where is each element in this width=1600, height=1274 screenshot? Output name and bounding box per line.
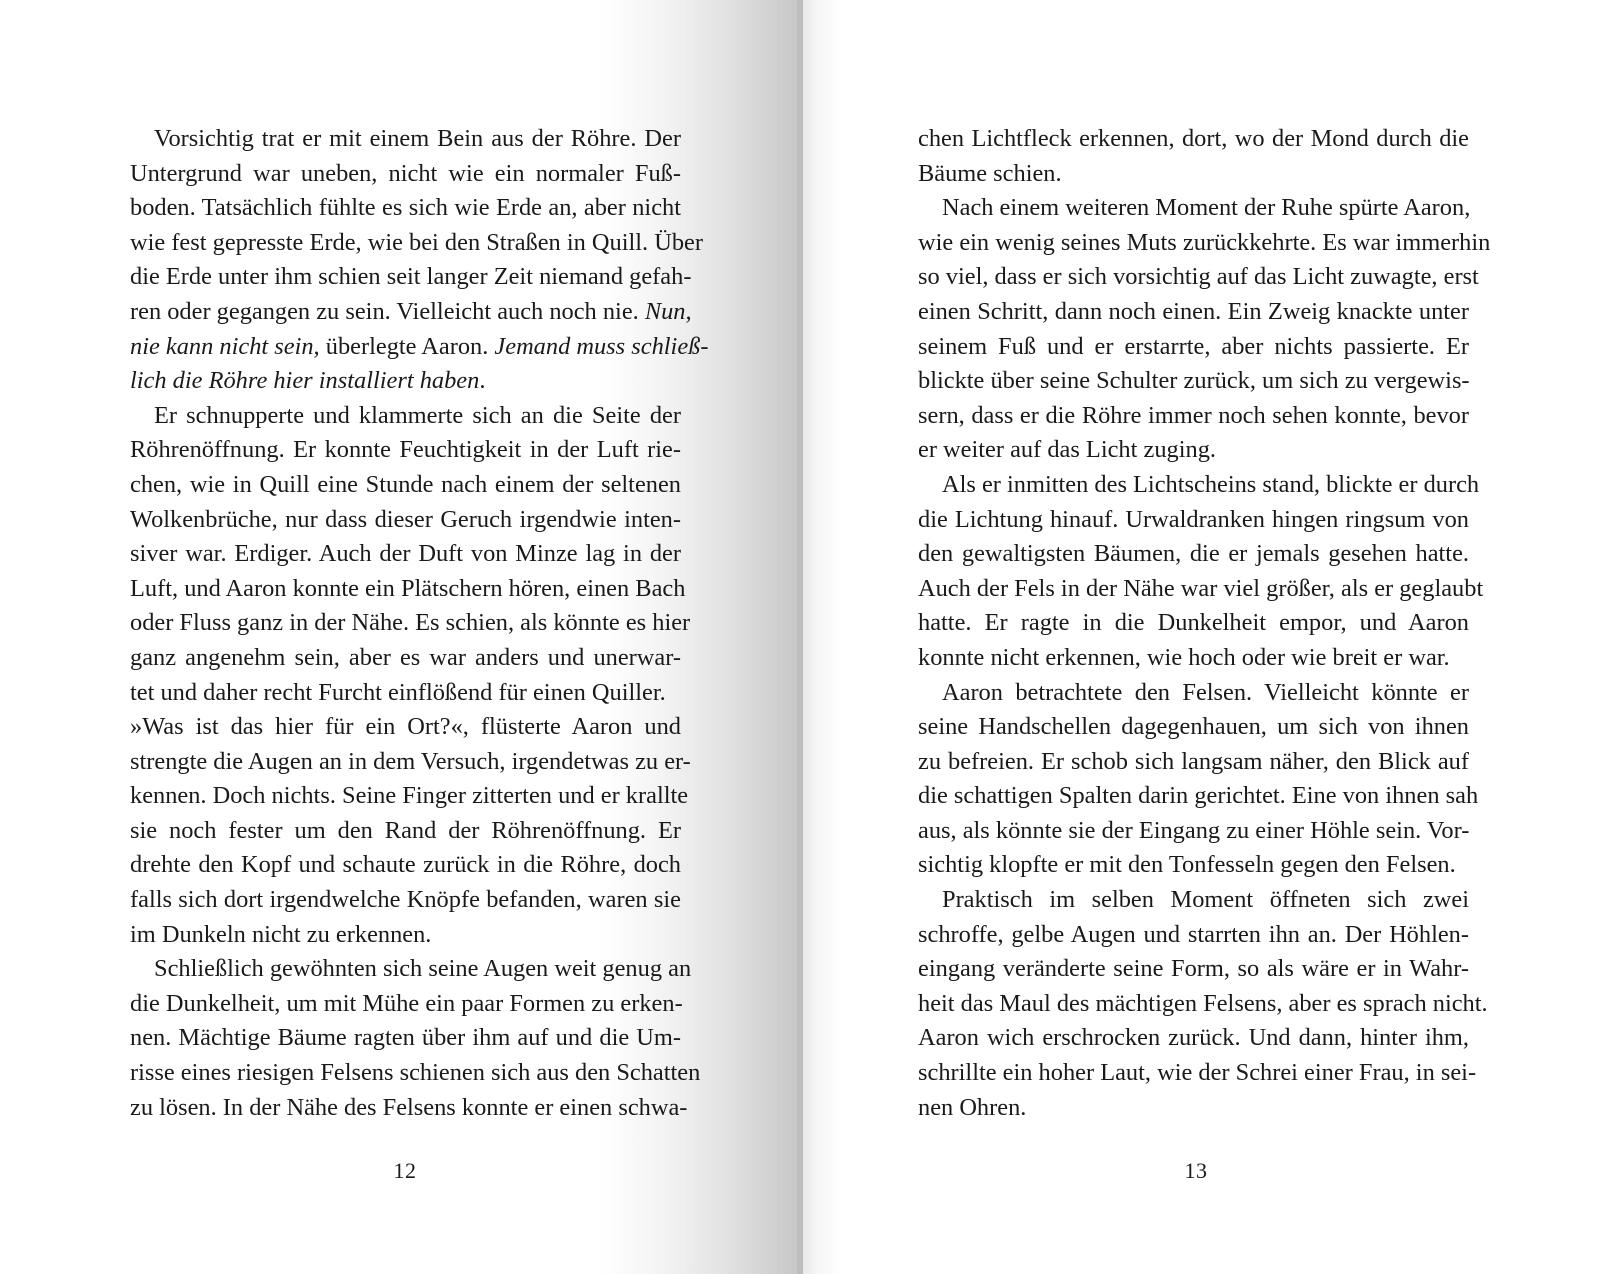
line-text: Auch der Fels in der Nähe war viel größer, als er geglaubt — [918, 574, 1484, 602]
text-line — [130, 848, 681, 883]
line-text: nen. Mächtige Bäume ragten über ihm auf und die Um- — [130, 1024, 681, 1052]
text-line — [130, 330, 709, 365]
line-text: konnte nicht erkennen, wie hoch oder wie breit er war. — [918, 643, 1450, 671]
left-page-text — [130, 122, 709, 1125]
text-line — [130, 537, 681, 572]
text-line — [918, 606, 1469, 641]
text-line — [130, 572, 686, 607]
line-text: schroffe, gelbe Augen und starrten ihn an. Der Höhlen- — [918, 920, 1469, 948]
line-text: Luft, und Aaron konnte ein Plätschern hören, einen Bach — [130, 574, 686, 602]
text-line — [918, 364, 1469, 399]
text-line — [130, 191, 681, 226]
line-text: strengte die Augen an in dem Versuch, irgendetwas zu er- — [130, 747, 691, 775]
line-text: schrillte ein hoher Laut, wie der Schrei einer Frau, in sei- — [918, 1059, 1477, 1087]
text-line — [130, 364, 681, 399]
text-line — [130, 260, 692, 295]
line-text: . — [479, 367, 486, 395]
text-line — [918, 191, 1469, 226]
text-line — [130, 814, 681, 849]
right-page-number: 13 — [1184, 1158, 1208, 1183]
text-line — [918, 745, 1469, 780]
line-text: so viel, dass er sich vorsichtig auf das Licht zuwagte, erst — [918, 263, 1479, 291]
line-text: Röhrenöffnung. Er konnte Feuchtigkeit in der Luft rie- — [130, 436, 681, 464]
text-line — [130, 883, 681, 918]
line-text: seine Handschellen dagegenhauen, um sich von ihnen — [918, 713, 1469, 741]
text-line — [918, 503, 1469, 538]
line-text: wie fest gepresste Erde, wie bei den Straßen in Quill. Über — [130, 228, 704, 256]
line-text: kennen. Doch nichts. Seine Finger zitterten und er krallte — [130, 782, 689, 810]
text-line — [130, 918, 681, 953]
text-line — [130, 641, 681, 676]
text-line — [130, 1056, 701, 1091]
line-text: Vorsichtig trat er mit einem Bein aus der Röhre. Der — [154, 125, 681, 152]
text-line — [918, 157, 1469, 192]
italic-text: Nun, — [644, 297, 692, 325]
text-line — [918, 987, 1488, 1022]
line-text: zu lösen. In der Nähe des Felsens konnte er einen schwa- — [130, 1093, 688, 1121]
text-line — [918, 641, 1469, 676]
line-text: Er schnupperte und klammerte sich an die Seite der — [154, 401, 681, 429]
text-line — [130, 226, 704, 261]
text-line — [130, 1091, 688, 1126]
line-text: die Lichtung hinauf. Urwaldranken hingen ringsum von — [918, 505, 1469, 533]
italic-text: nie kann nicht sein, — [130, 332, 320, 360]
text-line — [918, 1021, 1469, 1056]
line-text: chen, wie in Quill eine Stunde nach einem der seltenen — [130, 470, 681, 498]
line-text: Praktisch im selben Moment öffneten sich zwei — [942, 886, 1469, 914]
text-line — [918, 122, 1469, 157]
line-text: aus, als könnte sie der Eingang zu einer Höhle sein. Vor- — [918, 816, 1470, 844]
text-line — [130, 745, 691, 780]
line-text: Untergrund war uneben, nicht wie ein normaler Fuß- — [130, 159, 681, 187]
line-text: seinem Fuß und er erstarrte, aber nichts passierte. Er — [918, 332, 1469, 360]
italic-text: lich die Röhre hier installiert haben — [130, 367, 480, 395]
line-text: er weiter auf das Licht zuging. — [918, 436, 1216, 464]
line-text: die schattigen Spalten darin gerichtet. Eine von ihnen sah — [918, 782, 1479, 810]
text-line — [918, 260, 1479, 295]
line-text: boden. Tatsächlich fühlte es sich wie Erde an, aber nicht — [130, 194, 681, 222]
text-line — [918, 710, 1469, 745]
line-text: eingang veränderte seine Form, so als wäre er in Wahr- — [918, 955, 1469, 983]
right-page — [800, 0, 1600, 1274]
line-text: Bäume schien. — [918, 159, 1062, 187]
text-line — [918, 1091, 1469, 1126]
text-line — [130, 295, 692, 330]
text-line — [130, 468, 681, 503]
italic-text: Jemand muss schließ- — [494, 332, 709, 360]
line-text: einen Schritt, dann noch einen. Ein Zweig knackte unter — [918, 297, 1469, 325]
text-line — [130, 676, 681, 711]
line-text: die Erde unter ihm schien seit langer Zeit niemand gefah- — [130, 263, 692, 291]
text-line — [130, 503, 681, 538]
text-line — [918, 814, 1469, 849]
line-text: Schließlich gewöhnten sich seine Augen weit genug an — [154, 955, 692, 983]
line-text: Wolkenbrüche, nur dass dieser Geruch irgendwie inten- — [130, 505, 681, 533]
line-text: blickte über seine Schulter zurück, um sich zu vergewis- — [918, 367, 1470, 395]
text-line — [130, 710, 681, 745]
line-text: drehte den Kopf und schaute zurück in die Röhre, doch — [130, 851, 681, 879]
line-text: ren oder gegangen zu sein. Vielleicht auch noch nie. — [130, 297, 645, 325]
line-text: überlegte Aaron. — [319, 332, 495, 360]
text-line — [918, 537, 1469, 572]
line-text: wie ein wenig seines Muts zurückkehrte. Es war immerhin — [918, 228, 1491, 256]
text-line — [918, 1056, 1477, 1091]
text-line — [130, 987, 681, 1022]
line-text: sichtig klopfte er mit den Tonfesseln gegen den Felsen. — [918, 851, 1456, 879]
text-line — [130, 157, 681, 192]
left-page-number: 12 — [393, 1158, 417, 1183]
text-line — [918, 295, 1469, 330]
text-line — [918, 952, 1469, 987]
line-text: oder Fluss ganz in der Nähe. Es schien, als könnte es hier — [130, 609, 691, 637]
line-text: zu befreien. Er schob sich langsam näher, den Blick auf — [918, 747, 1469, 775]
text-line — [918, 226, 1491, 261]
line-text: Aaron betrachtete den Felsen. Vielleicht könnte er — [942, 678, 1469, 706]
line-text: falls sich dort irgendwelche Knöpfe befanden, waren sie — [130, 886, 681, 914]
line-text: den gewaltigsten Bäumen, die er jemals gesehen hatte. — [918, 540, 1469, 568]
text-line — [918, 433, 1469, 468]
line-text: die Dunkelheit, um mit Mühe ein paar Formen zu erken- — [130, 989, 683, 1017]
text-line — [918, 572, 1484, 607]
text-line — [130, 952, 692, 987]
text-line — [130, 779, 689, 814]
line-text: ganz angenehm sein, aber es war anders und unerwar- — [130, 643, 681, 671]
text-line — [918, 468, 1480, 503]
text-line — [918, 883, 1469, 918]
line-text: Nach einem weiteren Moment der Ruhe spürte Aaron, — [942, 194, 1471, 222]
line-text: sie noch fester um den Rand der Röhrenöffnung. Er — [130, 816, 681, 844]
text-line — [918, 918, 1469, 953]
text-line — [918, 676, 1469, 711]
line-text: siver war. Erdiger. Auch der Duft von Minze lag in der — [130, 540, 681, 568]
text-line — [918, 779, 1479, 814]
line-text: »Was ist das hier für ein Ort?«, flüsterte Aaron und — [130, 713, 681, 741]
line-text: risse eines riesigen Felsens schienen sich aus den Schatten — [130, 1059, 701, 1087]
line-text: im Dunkeln nicht zu erkennen. — [130, 920, 432, 948]
line-text: sern, dass er die Röhre immer noch sehen konnte, bevor — [918, 401, 1469, 429]
line-text: tet und daher recht Furcht einflößend für einen Quiller. — [130, 678, 666, 706]
text-line — [918, 848, 1469, 883]
right-page-text — [918, 122, 1491, 1125]
line-text: heit das Maul des mächtigen Felsens, aber es sprach nicht. — [918, 989, 1488, 1017]
line-text: nen Ohren. — [918, 1093, 1027, 1121]
line-text: chen Lichtfleck erkennen, dort, wo der Mond durch die — [918, 125, 1469, 152]
text-line — [130, 433, 681, 468]
line-text: Als er inmitten des Lichtscheins stand, blickte er durch — [942, 470, 1480, 498]
text-line — [130, 1021, 681, 1056]
line-text: hatte. Er ragte in die Dunkelheit empor, und Aaron — [918, 609, 1469, 637]
text-line — [918, 399, 1469, 434]
book-gutter — [797, 0, 803, 1274]
line-text: Aaron wich erschrocken zurück. Und dann, hinter ihm, — [918, 1024, 1469, 1052]
text-line — [918, 330, 1469, 365]
text-line — [130, 399, 681, 434]
text-line — [130, 122, 681, 157]
text-line — [130, 606, 691, 641]
